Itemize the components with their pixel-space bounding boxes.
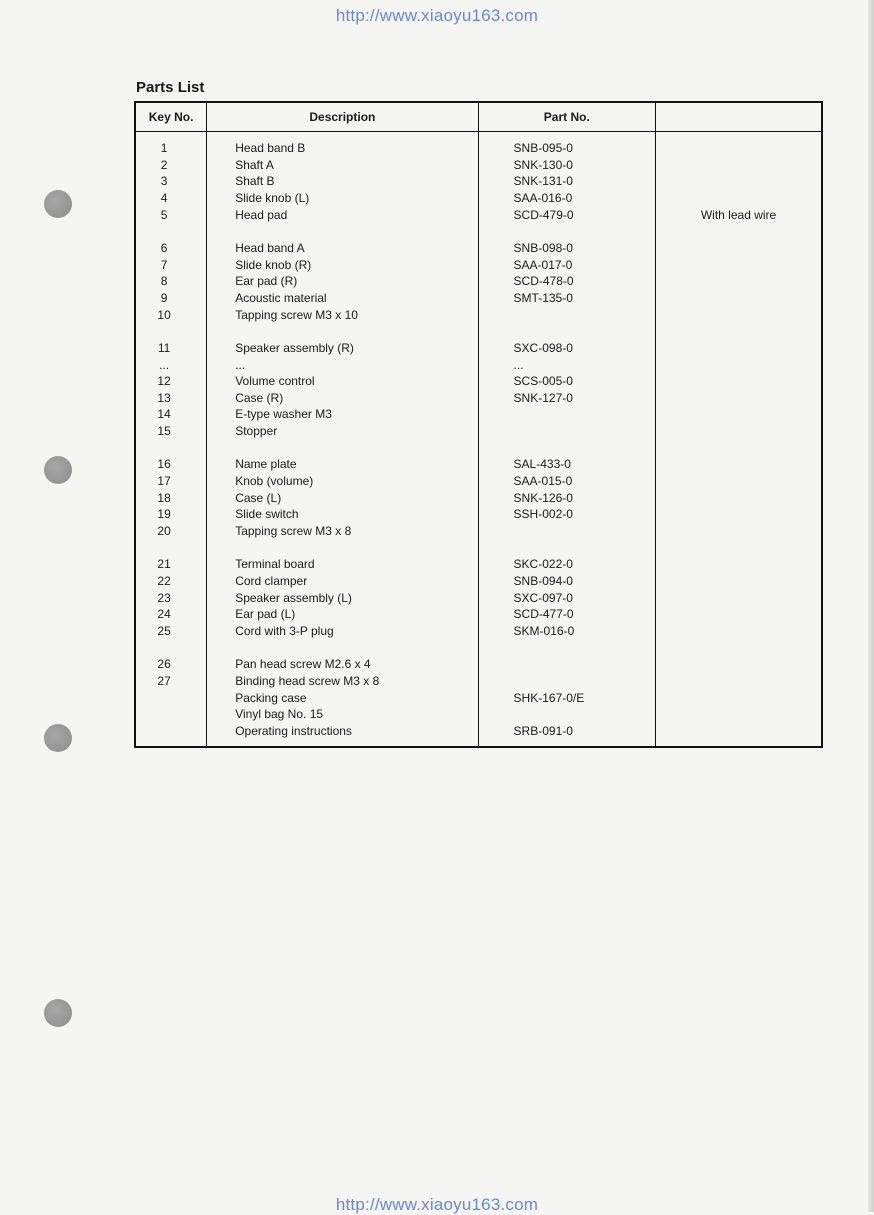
- table-row: [135, 690, 822, 707]
- remarks-cell: [656, 723, 822, 747]
- part-number-cell: [478, 406, 656, 423]
- key-cell: 9: [135, 290, 207, 307]
- remarks-cell: [656, 390, 822, 407]
- page-edge: [868, 0, 874, 1212]
- key-cell: [135, 706, 207, 723]
- remarks-cell: [656, 606, 822, 623]
- parts-list-table: [134, 101, 823, 748]
- key-cell: 5: [135, 207, 207, 224]
- table-row: [135, 340, 822, 357]
- part-number-cell: SMT-135-0: [478, 290, 656, 307]
- remarks-cell: [656, 440, 822, 457]
- remarks-cell: [656, 257, 822, 274]
- description-cell: Speaker assembly (L): [207, 590, 478, 607]
- part-number-cell: [478, 440, 656, 457]
- remarks-cell: [656, 490, 822, 507]
- column-header-key-no: Key No.: [135, 102, 207, 132]
- description-cell: Head band B: [207, 132, 478, 157]
- watermark-url-bottom: http://www.xiaoyu163.com: [335, 1195, 539, 1214]
- table-row: [135, 490, 822, 507]
- part-number-cell: [478, 523, 656, 540]
- remarks-cell: [656, 340, 822, 357]
- remarks-cell: [656, 556, 822, 573]
- remarks-cell: [656, 423, 822, 440]
- remarks-cell: With lead wire: [700, 207, 777, 222]
- table-row: [135, 590, 822, 607]
- binder-hole: [44, 190, 72, 218]
- key-cell: 24: [135, 606, 207, 623]
- key-cell: 18: [135, 490, 207, 507]
- remarks-cell: [656, 240, 822, 257]
- description-cell: Stopper: [207, 423, 478, 440]
- column-header-description: Description: [207, 102, 478, 132]
- table-row: [135, 273, 822, 290]
- remarks-cell: [656, 357, 822, 374]
- remarks-cell: [656, 323, 822, 340]
- key-cell: 12: [135, 373, 207, 390]
- table-row: [135, 640, 822, 657]
- key-cell: 26: [135, 656, 207, 673]
- description-cell: Terminal board: [207, 556, 478, 573]
- table-row: [135, 523, 822, 540]
- description-cell: Speaker assembly (R): [207, 340, 478, 357]
- table-row: [135, 323, 822, 340]
- remarks-cell: [656, 456, 822, 473]
- description-cell: Volume control: [207, 373, 478, 390]
- table-row: [135, 373, 822, 390]
- key-cell: 13: [135, 390, 207, 407]
- part-number-cell: SKC-022-0: [478, 556, 656, 573]
- table-row: [135, 240, 822, 257]
- part-number-cell: SAA-015-0: [478, 473, 656, 490]
- description-cell: Slide switch: [207, 506, 478, 523]
- part-number-cell: SCD-479-0: [478, 207, 656, 224]
- table-row: [135, 656, 822, 673]
- remarks-cell: [656, 223, 822, 240]
- description-cell: Cord clamper: [207, 573, 478, 590]
- key-cell: 21: [135, 556, 207, 573]
- part-number-cell: SCD-478-0: [478, 273, 656, 290]
- description-cell: Name plate: [207, 456, 478, 473]
- remarks-cell: [656, 307, 822, 324]
- part-number-cell: [478, 706, 656, 723]
- table-row: [135, 157, 822, 174]
- key-cell: [135, 323, 207, 340]
- key-cell: [135, 223, 207, 240]
- key-cell: 14: [135, 406, 207, 423]
- remarks-cell: [656, 623, 822, 640]
- table-row: [135, 506, 822, 523]
- description-cell: [207, 540, 478, 557]
- table-row: [135, 357, 822, 374]
- remarks-cell: [656, 690, 822, 707]
- table-row: [135, 223, 822, 240]
- description-cell: Pan head screw M2.6 x 4: [207, 656, 478, 673]
- description-cell: [207, 323, 478, 340]
- remarks-cell: [656, 273, 822, 290]
- remarks-cell: [656, 373, 822, 390]
- key-cell: 4: [135, 190, 207, 207]
- remarks-cell: [656, 706, 822, 723]
- table-header-row: [135, 102, 822, 132]
- table-row: [135, 307, 822, 324]
- key-cell: 25: [135, 623, 207, 640]
- key-cell: [135, 440, 207, 457]
- table-row: [135, 456, 822, 473]
- part-number-cell: SXC-097-0: [478, 590, 656, 607]
- watermark-url-top: http://www.xiaoyu163.com: [335, 6, 539, 25]
- key-cell: ...: [135, 357, 207, 374]
- table-row: [135, 207, 822, 224]
- part-number-cell: [478, 323, 656, 340]
- key-cell: 11: [135, 340, 207, 357]
- part-number-cell: SXC-098-0: [478, 340, 656, 357]
- remarks-cell: [656, 190, 822, 207]
- remarks-cell: [656, 540, 822, 557]
- remarks-cell: [656, 157, 822, 174]
- description-cell: Shaft B: [207, 173, 478, 190]
- description-cell: Case (R): [207, 390, 478, 407]
- part-number-cell: SNB-094-0: [478, 573, 656, 590]
- table-row: [135, 423, 822, 440]
- part-number-cell: [478, 307, 656, 324]
- key-cell: 22: [135, 573, 207, 590]
- description-cell: Vinyl bag No. 15: [207, 706, 478, 723]
- remarks-cell: [656, 290, 822, 307]
- part-number-cell: SNK-126-0: [478, 490, 656, 507]
- key-cell: 2: [135, 157, 207, 174]
- key-cell: 6: [135, 240, 207, 257]
- table-row: [135, 190, 822, 207]
- part-number-cell: SAA-016-0: [478, 190, 656, 207]
- key-cell: 1: [135, 132, 207, 157]
- table-row: [135, 573, 822, 590]
- remarks-cell: [656, 590, 822, 607]
- part-number-cell: [478, 640, 656, 657]
- part-number-cell: SRB-091-0: [478, 723, 656, 747]
- description-cell: Cord with 3-P plug: [207, 623, 478, 640]
- description-cell: [207, 640, 478, 657]
- description-cell: Tapping screw M3 x 8: [207, 523, 478, 540]
- part-number-cell: SAA-017-0: [478, 257, 656, 274]
- part-number-cell: [478, 673, 656, 690]
- part-number-cell: SAL-433-0: [478, 456, 656, 473]
- key-cell: 10: [135, 307, 207, 324]
- key-cell: 20: [135, 523, 207, 540]
- part-number-cell: SHK-167-0/E: [478, 690, 656, 707]
- table-row: [135, 723, 822, 747]
- remarks-cell: [656, 656, 822, 673]
- remarks-cell: [656, 132, 822, 157]
- part-number-cell: SNK-131-0: [478, 173, 656, 190]
- key-cell: [135, 640, 207, 657]
- description-cell: Head band A: [207, 240, 478, 257]
- table-row: [135, 132, 822, 157]
- key-cell: [135, 690, 207, 707]
- description-cell: Ear pad (R): [207, 273, 478, 290]
- table-row: [135, 473, 822, 490]
- description-cell: ...: [207, 357, 478, 374]
- description-cell: Slide knob (L): [207, 190, 478, 207]
- part-number-cell: [478, 656, 656, 673]
- description-cell: Operating instructions: [207, 723, 478, 747]
- remarks-cell: [656, 473, 822, 490]
- description-cell: Knob (volume): [207, 473, 478, 490]
- table-row: [135, 623, 822, 640]
- table-row: [135, 390, 822, 407]
- table-row: [135, 673, 822, 690]
- key-cell: 3: [135, 173, 207, 190]
- key-cell: 15: [135, 423, 207, 440]
- key-cell: 16: [135, 456, 207, 473]
- description-cell: Ear pad (L): [207, 606, 478, 623]
- part-number-cell: SNK-127-0: [478, 390, 656, 407]
- key-cell: 27: [135, 673, 207, 690]
- key-cell: 17: [135, 473, 207, 490]
- remarks-cell: [656, 523, 822, 540]
- table-row: [135, 290, 822, 307]
- description-cell: Packing case: [207, 690, 478, 707]
- part-number-cell: SNK-130-0: [478, 157, 656, 174]
- table-row: [135, 556, 822, 573]
- description-cell: Tapping screw M3 x 10: [207, 307, 478, 324]
- key-cell: [135, 723, 207, 747]
- column-header-part-no: Part No.: [478, 102, 656, 132]
- table-row: [135, 173, 822, 190]
- table-row: [135, 440, 822, 457]
- key-cell: 19: [135, 506, 207, 523]
- description-cell: Shaft A: [207, 157, 478, 174]
- description-cell: Head pad: [207, 207, 478, 224]
- remarks-cell: [656, 640, 822, 657]
- parts-table-body: [135, 132, 822, 747]
- table-row: [135, 606, 822, 623]
- part-number-cell: SNB-095-0: [478, 132, 656, 157]
- part-number-cell: ...: [478, 357, 656, 374]
- description-cell: [207, 440, 478, 457]
- description-cell: E-type washer M3: [207, 406, 478, 423]
- page-title: Parts List: [136, 79, 205, 96]
- description-cell: [207, 223, 478, 240]
- key-cell: 8: [135, 273, 207, 290]
- description-cell: Binding head screw M3 x 8: [207, 673, 478, 690]
- part-number-cell: [478, 423, 656, 440]
- column-header-remarks: [656, 102, 822, 132]
- binder-hole: [44, 456, 72, 484]
- description-cell: Acoustic material: [207, 290, 478, 307]
- binder-hole: [44, 724, 72, 752]
- part-number-cell: SKM-016-0: [478, 623, 656, 640]
- remarks-cell: [656, 673, 822, 690]
- table-row: [135, 406, 822, 423]
- part-number-cell: SCD-477-0: [478, 606, 656, 623]
- table-row: [135, 540, 822, 557]
- table-row: [135, 257, 822, 274]
- binder-hole: [44, 999, 72, 1027]
- remarks-cell: [656, 173, 822, 190]
- remarks-cell: [656, 506, 822, 523]
- remarks-cell: [656, 406, 822, 423]
- table-row: [135, 706, 822, 723]
- remarks-cell: [656, 573, 822, 590]
- part-number-cell: SCS-005-0: [478, 373, 656, 390]
- key-cell: 23: [135, 590, 207, 607]
- key-cell: [135, 540, 207, 557]
- description-cell: Slide knob (R): [207, 257, 478, 274]
- part-number-cell: [478, 540, 656, 557]
- description-cell: Case (L): [207, 490, 478, 507]
- key-cell: 7: [135, 257, 207, 274]
- part-number-cell: SNB-098-0: [478, 240, 656, 257]
- part-number-cell: SSH-002-0: [478, 506, 656, 523]
- part-number-cell: [478, 223, 656, 240]
